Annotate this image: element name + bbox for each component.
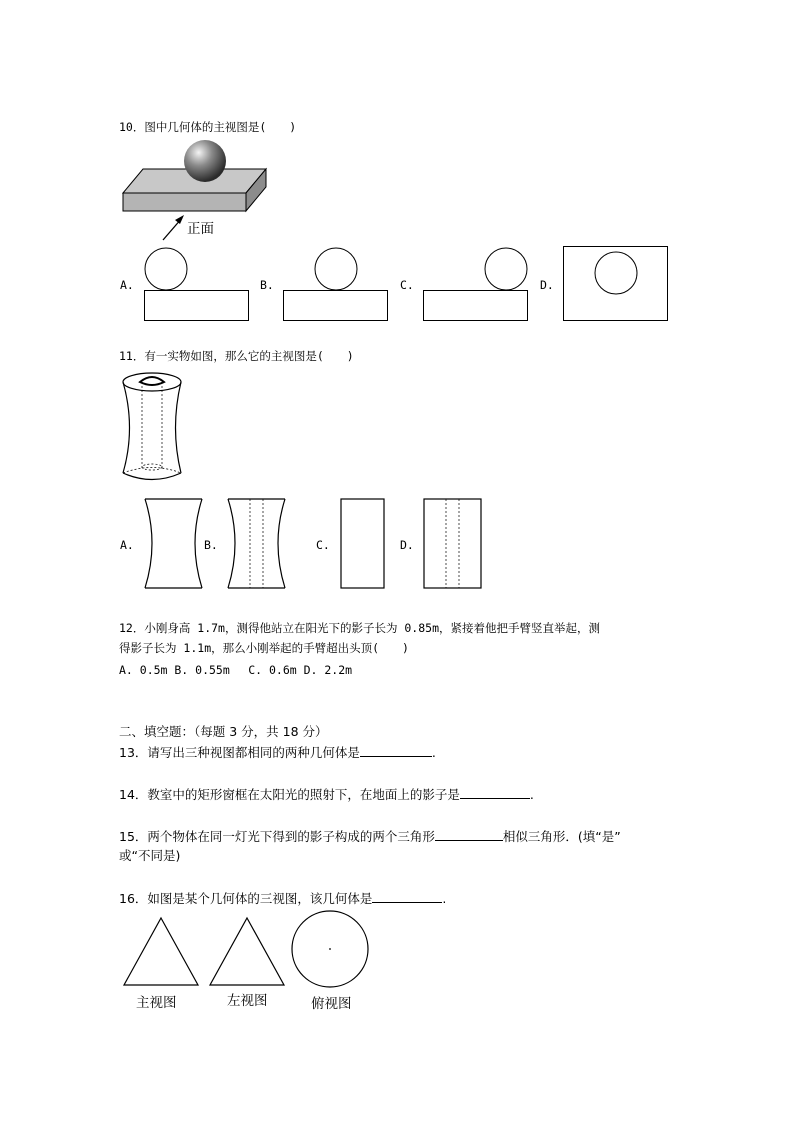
q13 [119, 744, 436, 761]
q10-option-c [423, 246, 529, 323]
top-view-circle [290, 910, 370, 990]
q15-text-post: 相似三角形．(填“是” [502, 829, 621, 844]
q14-end: . [529, 787, 534, 802]
q11-option-b-label: B. [204, 538, 218, 552]
q15-blank[interactable] [435, 828, 503, 841]
q16-blank[interactable] [372, 890, 442, 903]
q16-text: 16．如图是某个几何体的三视图，该几何体是 [119, 891, 373, 906]
q11-option-d-label: D. [400, 538, 414, 552]
q11-figure [118, 368, 188, 488]
q10-text: 10．图中几何体的主视图是( ) [119, 120, 297, 134]
q10-option-a [144, 246, 250, 323]
q11-option-d [423, 498, 483, 590]
side-view-triangle [207, 916, 287, 988]
q13-blank[interactable] [360, 744, 432, 757]
top-view-label: 俯视图 [311, 996, 352, 1012]
q11-option-a [143, 497, 205, 591]
q16 [119, 890, 446, 907]
q15-text-pre: 15．两个物体在同一灯光下得到的影子构成的两个三角形 [119, 829, 435, 844]
q16-end: . [442, 891, 447, 906]
side-view-label: 左视图 [227, 993, 268, 1009]
front-view-triangle [121, 916, 201, 988]
q13-end: . [431, 745, 436, 760]
q11-option-b [226, 497, 288, 591]
sphere-shape [184, 140, 226, 182]
q10-option-b-label: B. [260, 278, 274, 292]
q15-line2: 或“不同是) [119, 848, 181, 863]
q10-option-a-label: A. [120, 278, 134, 292]
q10-option-c-label: C. [400, 278, 414, 292]
q14-blank[interactable] [460, 786, 530, 799]
q12-choices: A. 0.5m B. 0.55m C. 0.6m D. 2.2m [119, 663, 353, 677]
q11-option-c-label: C. [316, 538, 330, 552]
front-view-label: 主视图 [136, 995, 177, 1011]
q14 [119, 786, 534, 803]
q10-option-d-label: D. [540, 278, 554, 292]
q13-text: 13．请写出三种视图都相同的两种几何体是 [119, 745, 360, 760]
q15-line1 [119, 828, 621, 845]
section2-heading: 二、填空题：（每题 3 分，共 18 分） [119, 724, 328, 739]
q12-line1: 12．小刚身高 1.7m，测得他站立在阳光下的影子长为 0.85m，紧接着他把手臂竖直举起，测 [119, 621, 601, 635]
q11-text: 11．有一实物如图，那么它的主视图是( ) [119, 349, 354, 363]
q10-option-b [283, 246, 389, 323]
q14-text: 14．教室中的矩形窗框在太阳光的照射下，在地面上的影子是 [119, 787, 460, 802]
q10-option-d [563, 246, 669, 323]
q12-line2: 得影子长为 1.1m，那么小刚举起的手臂超出头顶( ) [119, 641, 409, 655]
front-label: 正面 [187, 221, 214, 236]
q11-option-a-label: A. [120, 538, 134, 552]
q11-option-c [340, 498, 386, 590]
